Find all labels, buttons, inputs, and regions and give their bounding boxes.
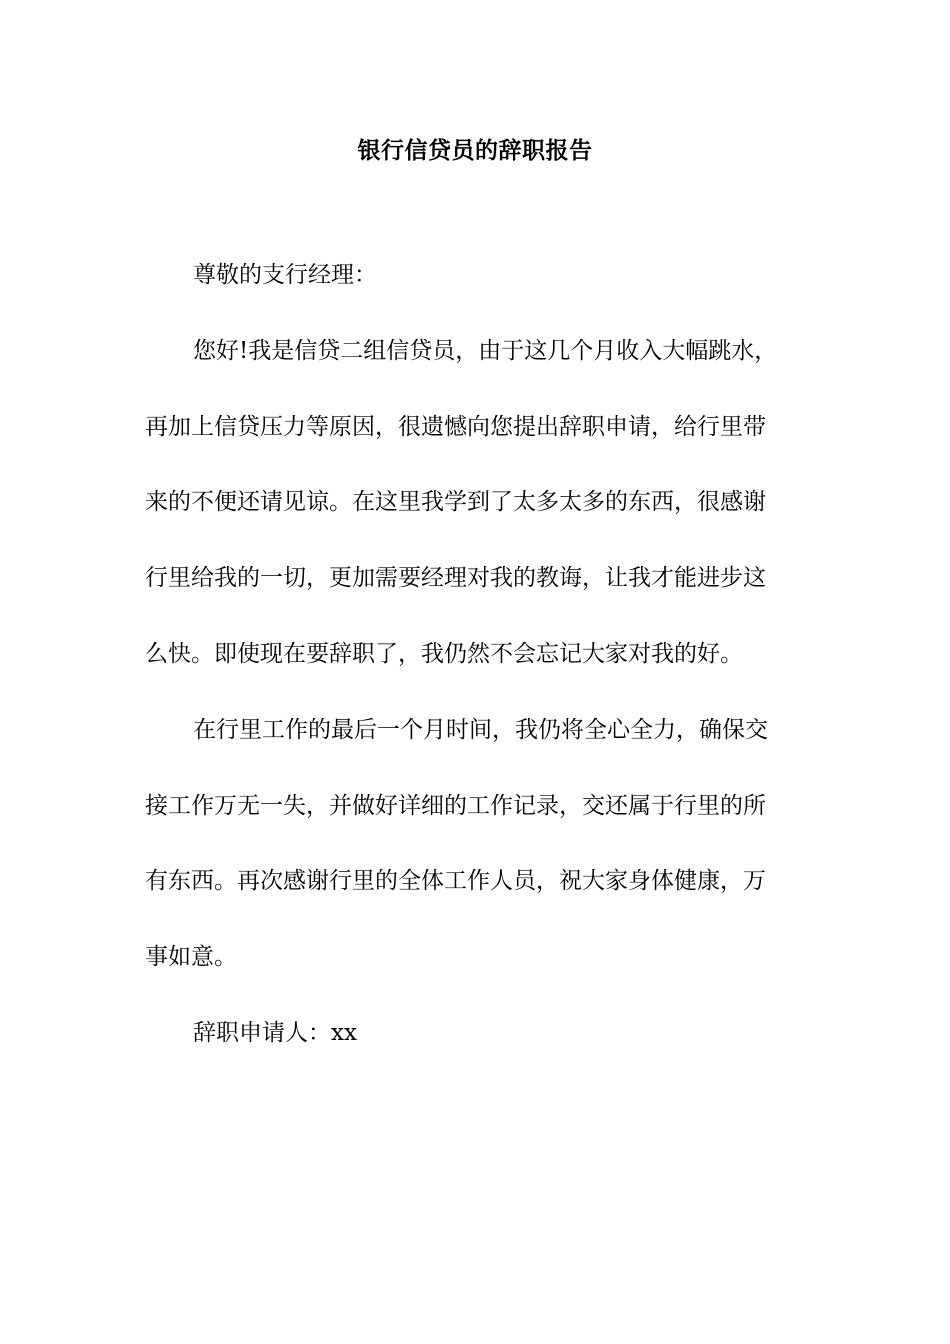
paragraph-1-line-2: 再加上信贷压力等原因，很遗憾向您提出辞职申请，给行里带 <box>145 413 766 440</box>
signature-line: 辞职申请人：xx <box>193 1019 357 1046</box>
paragraph-1-line-5: 么快。即使现在要辞职了，我仍然不会忘记大家对我的好。 <box>145 640 743 667</box>
paragraph-2-line-4: 事如意。 <box>145 944 237 971</box>
paragraph-1-line-4: 行里给我的一切，更加需要经理对我的教诲，让我才能进步这 <box>145 565 766 592</box>
salutation: 尊敬的支行经理： <box>193 262 377 288</box>
paragraph-1-line-1: 您好!我是信贷二组信贷员，由于这几个月收入大幅跳水， <box>193 337 778 364</box>
paragraph-2-line-2: 接工作万无一失，并做好详细的工作记录，交还属于行里的所 <box>145 792 766 819</box>
document-title: 银行信贷员的辞职报告 <box>357 138 593 164</box>
paragraph-2-line-1: 在行里工作的最后一个月时间，我仍将全心全力，确保交 <box>193 716 768 743</box>
paragraph-1-line-3: 来的不便还请见谅。在这里我学到了太多太多的东西，很感谢 <box>145 489 766 516</box>
paragraph-2-line-3: 有东西。再次感谢行里的全体工作人员，祝大家身体健康，万 <box>145 868 766 895</box>
document-body <box>145 257 807 1091</box>
